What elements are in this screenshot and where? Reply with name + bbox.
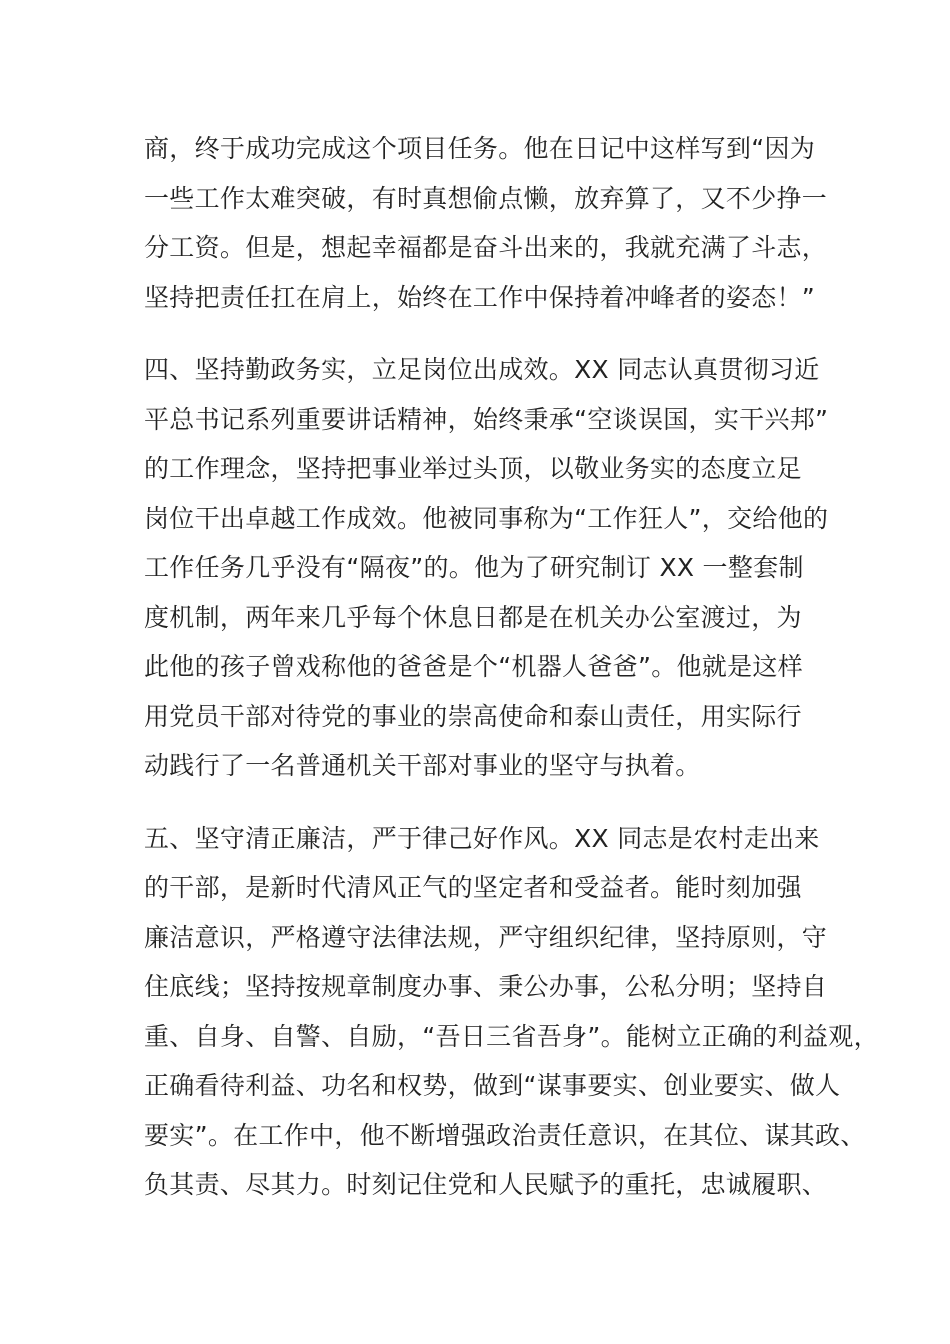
text-line: 住底线；坚持按规章制度办事、秉公办事，公私分明；坚持自 xyxy=(144,972,828,1001)
document-body xyxy=(144,124,879,1210)
text-line: 廉洁意识，严格遵守法律法规，严守组织纪律，坚持原则，守 xyxy=(144,922,828,952)
paragraph-1 xyxy=(144,124,828,322)
text-line: 要实”。在工作中，他不断增强政治责任意识，在其位、谋其政、 xyxy=(144,1120,866,1150)
text-line: 一些工作太难突破，有时真想偷点懒，放弃算了，又不少挣一 xyxy=(144,183,828,213)
text-line: 负其责、尽其力。时刻记住党和人民赋予的重托，忠诚履职、 xyxy=(144,1170,828,1199)
text-line: 正确看待利益、功名和权势，做到“谋事要实、创业要实、做人 xyxy=(144,1071,841,1100)
text-line: 此他的孩子曾戏称他的爸爸是个“机器人爸爸”。他就是这样 xyxy=(144,652,804,681)
text-line: 动践行了一名普通机关干部对事业的坚守与执着。 xyxy=(144,751,701,780)
text-line: 商，终于成功完成这个项目任务。他在日记中这样写到“因为 xyxy=(144,134,816,163)
text-line: 用党员干部对待党的事业的崇高使命和泰山责任，用实际行 xyxy=(144,701,802,731)
text-line: 工作任务几乎没有“隔夜”的。他为了研究制订 XX 一整套制 xyxy=(144,553,804,582)
text-line: 的干部，是新时代清风正气的坚定者和受益者。能时刻加强 xyxy=(144,873,802,902)
text-line: 岗位干出卓越工作成效。他被同事称为“工作狂人”，交给他的 xyxy=(144,503,829,533)
text-line: 度机制，两年来几乎每个休息日都是在机关办公室渡过，为 xyxy=(144,602,802,632)
paragraph-spacer xyxy=(144,322,816,345)
paragraph-section-5 xyxy=(144,814,879,1210)
paragraph-spacer xyxy=(144,791,816,814)
paragraph-section-4 xyxy=(144,345,829,791)
text-line: 四、坚持勤政务实，立足岗位出成效。XX 同志认真贯彻习近 xyxy=(144,355,820,384)
text-line: 坚持把责任扛在肩上，始终在工作中保持着冲峰者的姿态！” xyxy=(144,282,816,312)
text-line: 五、坚守清正廉洁，严于律己好作风。XX 同志是农村走出来 xyxy=(144,823,820,853)
text-line: 的工作理念，坚持把事业举过头顶，以敬业务实的态度立足 xyxy=(144,454,802,483)
text-line: 重、自身、自警、自励，“吾日三省吾身”。能树立正确的利益观， xyxy=(144,1021,879,1051)
text-line: 平总书记系列重要讲话精神，始终秉承“空谈误国，实干兴邦” xyxy=(144,404,829,434)
text-line: 分工资。但是，想起幸福都是奋斗出来的，我就充满了斗志， xyxy=(144,233,828,262)
